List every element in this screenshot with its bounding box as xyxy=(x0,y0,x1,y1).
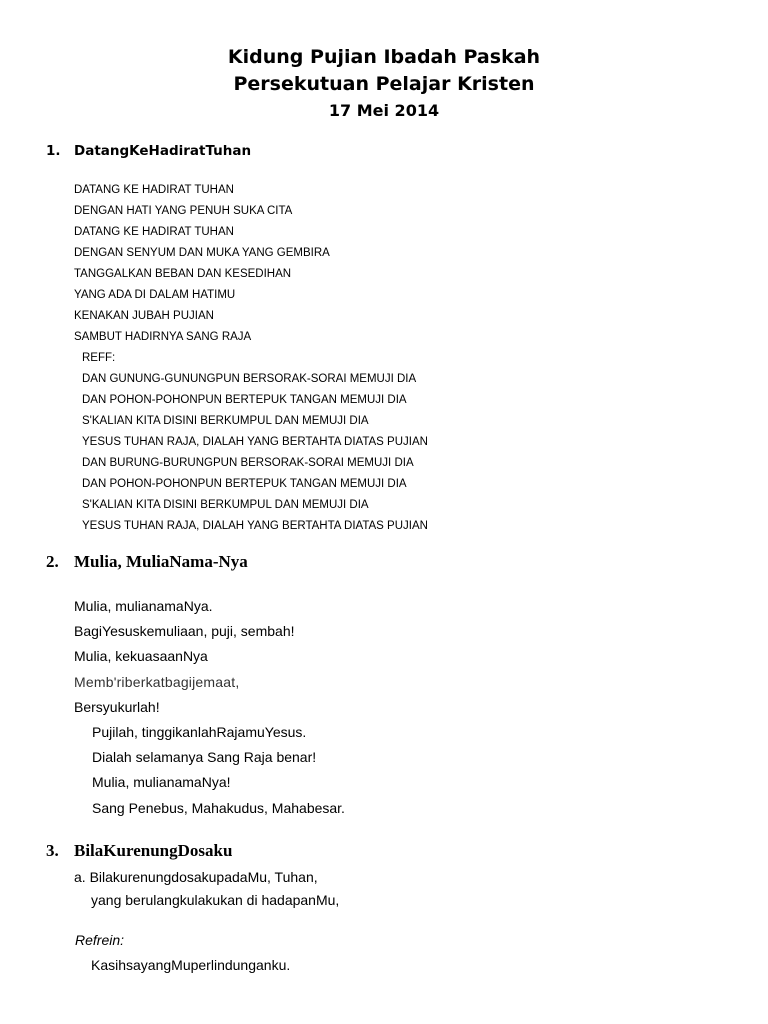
song1-heading xyxy=(46,143,251,159)
reff-label: REFF: xyxy=(82,352,116,364)
lyric-line: Mulia, mulianamaNya. xyxy=(74,598,213,614)
lyric-line: YESUS TUHAN RAJA, DIALAH YANG BERTAHTA DIATAS PUJIAN xyxy=(82,436,428,448)
song3-verse xyxy=(74,868,339,914)
lyric-line: a. BilakurenungdosakupadaMu, Tuhan, xyxy=(74,869,318,885)
song1-number: 1. xyxy=(46,143,61,159)
lyric-line: S'KALIAN KITA DISINI BERKUMPUL DAN MEMUJI DIA xyxy=(82,415,369,427)
lyric-line: DATANG KE HADIRAT TUHAN xyxy=(74,184,234,196)
document-title: Kidung Pujian Ibadah Paskah xyxy=(227,46,541,68)
document-date: 17 Mei 2014 xyxy=(328,101,440,120)
song1-verse xyxy=(74,182,330,350)
lyric-line: DENGAN HATI YANG PENUH SUKA CITA xyxy=(74,205,293,217)
lyric-line: Dialah selamanya Sang Raja benar! xyxy=(92,749,317,766)
lyric-line: DAN GUNUNG-GUNUNGPUN BERSORAK-SORAI MEMUJI DIA xyxy=(82,373,417,385)
lyric-line: YESUS TUHAN RAJA, DIALAH YANG BERTAHTA DIATAS PUJIAN xyxy=(82,520,428,532)
song2-verse xyxy=(74,597,345,824)
lyric-line: SAMBUT HADIRNYA SANG RAJA xyxy=(74,331,252,343)
document-subtitle: Persekutuan Pelajar Kristen xyxy=(233,73,535,95)
lyric-line: DAN BURUNG-BURUNGPUN BERSORAK-SORAI MEMUJI DIA xyxy=(82,457,414,469)
song2-title: Mulia, MuliaNama-Nya xyxy=(74,552,248,571)
song3-heading xyxy=(46,841,232,861)
lyric-line: S'KALIAN KITA DISINI BERKUMPUL DAN MEMUJI DIA xyxy=(82,499,369,511)
song1-title: DatangKeHadiratTuhan xyxy=(74,143,252,159)
lyric-line: yang berulangkulakukan di hadapanMu, xyxy=(91,892,340,908)
lyric-line: Mulia, kekuasaanNya xyxy=(74,648,208,665)
lyric-line: Bersyukurlah! xyxy=(74,698,160,715)
lyric-line: Pujilah, tinggikanlahRajamuYesus. xyxy=(92,723,307,740)
refrein-label: Refrein: xyxy=(75,932,125,948)
song3-number: 3. xyxy=(46,841,59,860)
lyric-line: KasihsayangMuperlindunganku. xyxy=(91,957,291,973)
lyric-line: Sang Penebus, Mahakudus, Mahabesar. xyxy=(92,799,345,816)
song2-number: 2. xyxy=(46,552,59,571)
song1-reff xyxy=(82,350,428,539)
lyric-line: BagiYesuskemuliaan, puji, sembah! xyxy=(74,623,295,640)
lyric-line: DENGAN SENYUM DAN MUKA YANG GEMBIRA xyxy=(74,247,330,259)
song2-heading xyxy=(46,552,248,572)
lyric-line: Mulia, mulianamaNya! xyxy=(92,774,231,791)
lyric-line: KENAKAN JUBAH PUJIAN xyxy=(74,310,214,322)
lyric-line: TANGGALKAN BEBAN DAN KESEDIHAN xyxy=(74,268,292,280)
lyric-line: DAN POHON-POHONPUN BERTEPUK TANGAN MEMUJI DIA xyxy=(82,478,407,490)
lyric-line: DATANG KE HADIRAT TUHAN xyxy=(74,226,234,238)
lyric-line: DAN POHON-POHONPUN BERTEPUK TANGAN MEMUJI DIA xyxy=(82,394,407,406)
song3-title: BilaKurenungDosaku xyxy=(74,841,233,860)
document-title-block xyxy=(0,44,768,124)
lyric-line: YANG ADA DI DALAM HATIMU xyxy=(74,289,236,301)
lyric-line: Memb'riberkatbagijemaat, xyxy=(74,673,240,690)
